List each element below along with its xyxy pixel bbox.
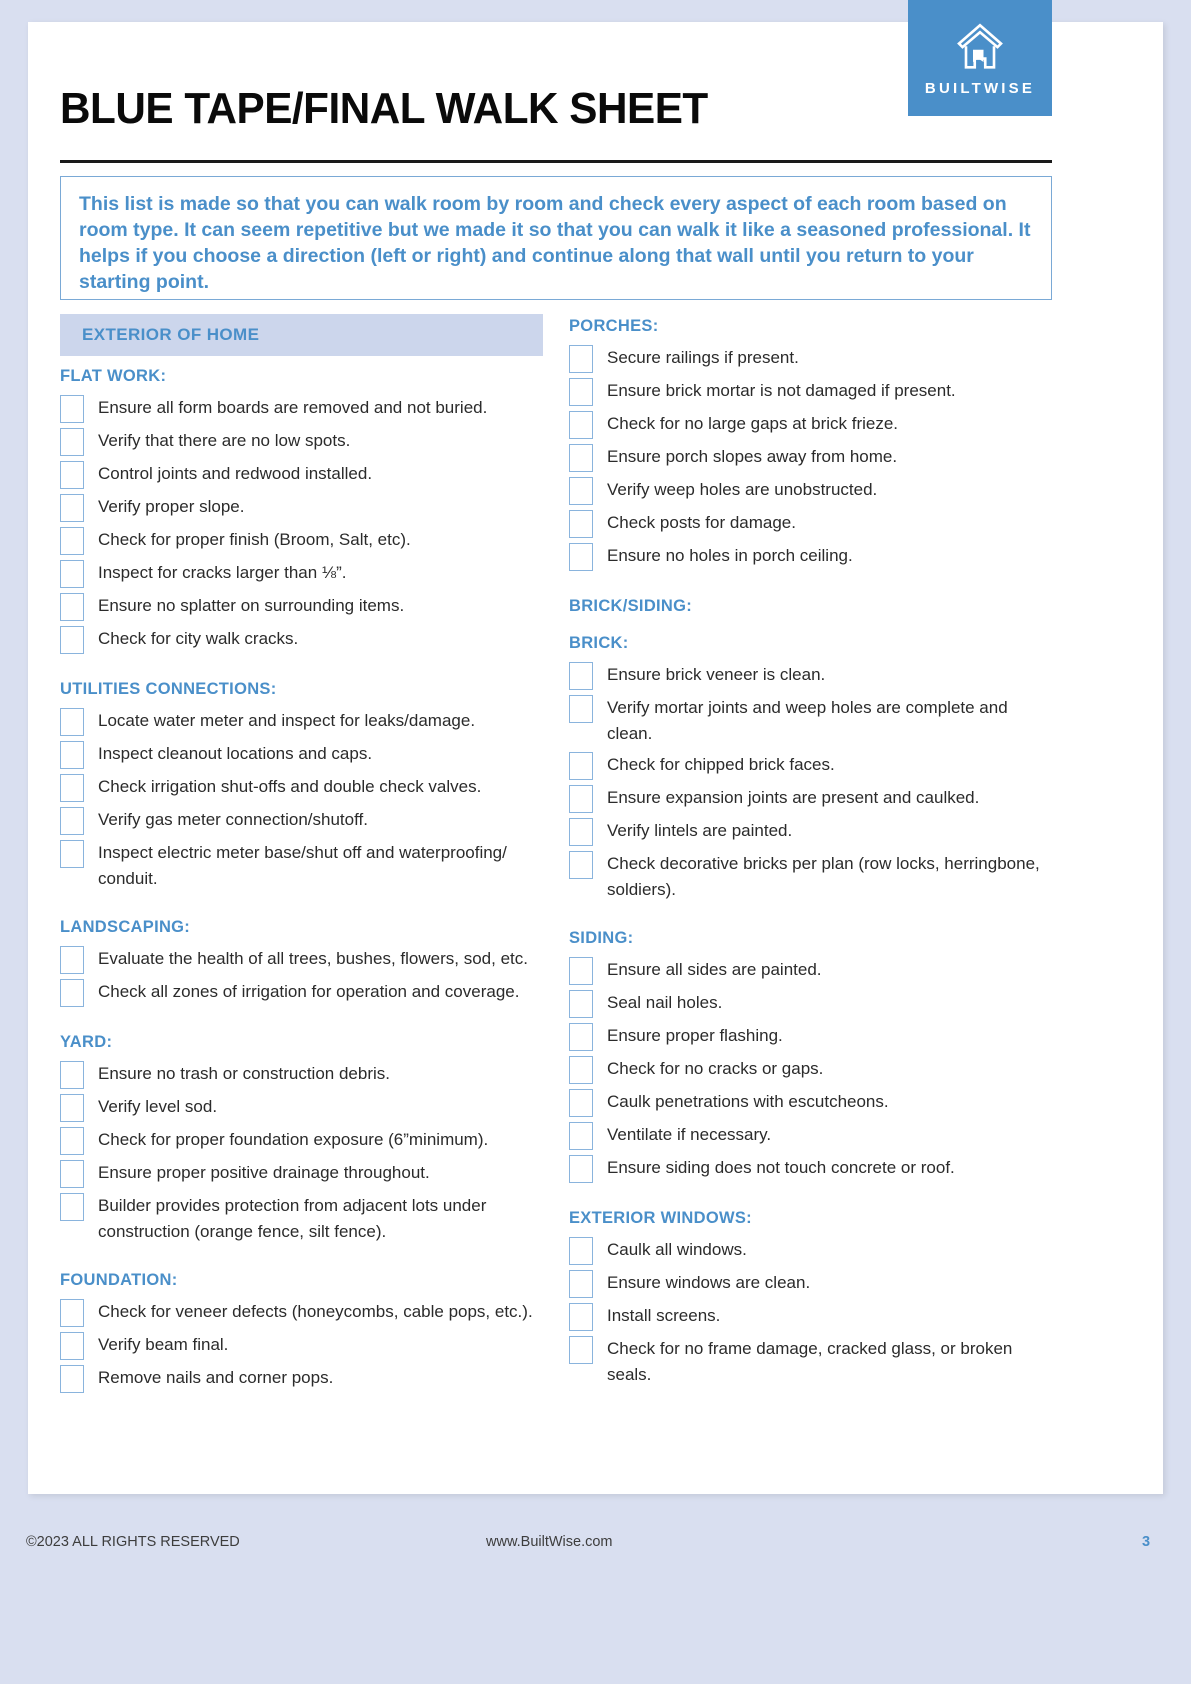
empty-checkbox-icon[interactable]: [60, 527, 84, 555]
checklist-item[interactable]: [569, 1302, 1052, 1331]
checklist-item-label: Ensure proper positive drainage throughout.: [98, 1163, 430, 1182]
checklist-item[interactable]: [60, 740, 543, 769]
checklist-item[interactable]: [569, 1088, 1052, 1117]
left-groups: [60, 367, 543, 1393]
empty-checkbox-icon[interactable]: [569, 1056, 593, 1084]
checklist-item-label: Secure railings if present.: [607, 348, 799, 367]
checklist-item[interactable]: [569, 1154, 1052, 1183]
checklist-item[interactable]: [60, 1364, 543, 1393]
checklist-item[interactable]: [60, 773, 543, 802]
checklist-item[interactable]: [60, 1126, 543, 1155]
checklist-item[interactable]: [569, 751, 1052, 780]
checklist-item[interactable]: [60, 460, 543, 489]
checklist-item-label: Check decorative bricks per plan (row locks, herringbone, soldiers).: [607, 854, 1040, 899]
checklist-group-flat-work: [60, 367, 543, 654]
checklist-item[interactable]: [569, 989, 1052, 1018]
intro-text: This list is made so that you can walk room by room and check every aspect of each room based on room type. It can seem repetitive but we made it so that you can walk it like a seasoned professional. It helps if you choose a direction (left or right) and continue along that wall until you return to your starting point.: [79, 193, 1031, 293]
checklist-item-label: Locate water meter and inspect for leaks/damage.: [98, 711, 476, 730]
checklist-item-label: Inspect for cracks larger than ⅛”.: [98, 563, 347, 582]
title-divider: [60, 160, 1052, 163]
brand-logo: [908, 0, 1052, 116]
checklist-item-label: Evaluate the health of all trees, bushes, flowers, sod, etc.: [98, 949, 528, 968]
empty-checkbox-icon[interactable]: [569, 345, 593, 373]
empty-checkbox-icon[interactable]: [60, 1061, 84, 1089]
empty-checkbox-icon[interactable]: [569, 752, 593, 780]
checklist-item-label: Check for city walk cracks.: [98, 629, 299, 648]
empty-checkbox-icon[interactable]: [569, 785, 593, 813]
checklist-item[interactable]: [60, 1192, 543, 1245]
empty-checkbox-icon[interactable]: [60, 560, 84, 588]
empty-checkbox-icon[interactable]: [60, 1094, 84, 1122]
checklist-item[interactable]: [569, 1121, 1052, 1150]
empty-checkbox-icon[interactable]: [569, 662, 593, 690]
group-title-foundation: FOUNDATION:: [60, 1271, 178, 1289]
checklist-item[interactable]: [60, 1298, 543, 1327]
checklist-columns: [60, 314, 1052, 1419]
empty-checkbox-icon[interactable]: [569, 818, 593, 846]
empty-checkbox-icon[interactable]: [60, 807, 84, 835]
checklist-item[interactable]: [60, 1093, 543, 1122]
checklist-item-label: Check posts for damage.: [607, 513, 796, 532]
checklist-item-label: Remove nails and corner pops.: [98, 1368, 334, 1387]
checklist-item-label: Check for proper finish (Broom, Salt, etc).: [98, 530, 411, 549]
empty-checkbox-icon[interactable]: [569, 1089, 593, 1117]
checklist-item[interactable]: [60, 592, 543, 621]
empty-checkbox-icon[interactable]: [569, 957, 593, 985]
checklist-item[interactable]: [569, 443, 1052, 472]
checklist-item-label: Check for proper foundation exposure (6”minimum).: [98, 1130, 489, 1149]
group-title-utilities-connections: UTILITIES CONNECTIONS:: [60, 680, 277, 698]
checklist-item-label: Install screens.: [607, 1306, 721, 1325]
checklist-item[interactable]: [569, 1236, 1052, 1265]
checklist-item-label: Ensure proper flashing.: [607, 1026, 783, 1045]
checklist-item-label: Seal nail holes.: [607, 993, 723, 1012]
empty-checkbox-icon[interactable]: [569, 1237, 593, 1265]
brand-name: BUILTWISE: [924, 79, 1036, 97]
checklist-item-label: Check for no frame damage, cracked glass, or broken seals.: [607, 1339, 1013, 1384]
checklist-item-label: Ensure brick veneer is clean.: [607, 665, 826, 684]
group-title-yard: YARD:: [60, 1033, 113, 1051]
checklist-item-label: Verify weep holes are unobstructed.: [607, 480, 878, 499]
checklist-item-label: Verify beam final.: [98, 1335, 229, 1354]
checklist-item-label: Check for no cracks or gaps.: [607, 1059, 824, 1078]
checklist-item[interactable]: [569, 1055, 1052, 1084]
checklist-item[interactable]: [60, 625, 543, 654]
checklist-item-label: Ventilate if necessary.: [607, 1125, 772, 1144]
empty-checkbox-icon[interactable]: [569, 510, 593, 538]
empty-checkbox-icon[interactable]: [60, 494, 84, 522]
house-outline-icon: [952, 20, 1008, 76]
checklist-item[interactable]: [60, 839, 543, 892]
group-title-siding: SIDING:: [569, 929, 634, 947]
checklist-item-label: Check irrigation shut-offs and double check valves.: [98, 777, 482, 796]
checklist-item[interactable]: [569, 661, 1052, 690]
checklist-item-label: Caulk penetrations with escutcheons.: [607, 1092, 889, 1111]
checklist-item[interactable]: [569, 694, 1052, 747]
empty-checkbox-icon[interactable]: [60, 428, 84, 456]
checklist-item[interactable]: [60, 707, 543, 736]
empty-checkbox-icon[interactable]: [60, 626, 84, 654]
checklist-item-label: Ensure all form boards are removed and not buried.: [98, 398, 488, 417]
checklist-item[interactable]: [569, 817, 1052, 846]
checklist-item[interactable]: [60, 394, 543, 423]
empty-checkbox-icon[interactable]: [569, 378, 593, 406]
checklist-item[interactable]: [569, 1335, 1052, 1388]
empty-checkbox-icon[interactable]: [569, 1303, 593, 1331]
footer-website: www.BuiltWise.com: [486, 1534, 613, 1550]
checklist-group-brick-siding: [569, 597, 1052, 616]
group-title-brick: BRICK:: [569, 634, 629, 652]
checklist-item[interactable]: [60, 1331, 543, 1360]
checklist-item[interactable]: [60, 493, 543, 522]
empty-checkbox-icon[interactable]: [569, 1023, 593, 1051]
group-title-flat-work: FLAT WORK:: [60, 367, 167, 385]
checklist-item-label: Ensure no holes in porch ceiling.: [607, 546, 853, 565]
group-title-brick-siding: BRICK/SIDING:: [569, 597, 693, 615]
empty-checkbox-icon[interactable]: [569, 1336, 593, 1364]
checklist-item-label: Verify gas meter connection/shutoff.: [98, 810, 368, 829]
empty-checkbox-icon[interactable]: [569, 543, 593, 571]
checklist-item-label: Ensure expansion joints are present and caulked.: [607, 788, 980, 807]
checklist-item-label: Verify lintels are painted.: [607, 821, 793, 840]
checklist-item-label: Verify proper slope.: [98, 497, 245, 516]
checklist-item-label: Builder provides protection from adjacent lots under construction (orange fence, silt fence).: [98, 1196, 487, 1241]
checklist-item-label: Caulk all windows.: [607, 1240, 747, 1259]
group-title-landscaping: LANDSCAPING:: [60, 918, 191, 936]
empty-checkbox-icon[interactable]: [60, 774, 84, 802]
checklist-item[interactable]: [60, 1159, 543, 1188]
checklist-item[interactable]: [60, 526, 543, 555]
checklist-item[interactable]: [569, 410, 1052, 439]
empty-checkbox-icon[interactable]: [60, 979, 84, 1007]
left-column: [60, 314, 543, 1419]
empty-checkbox-icon[interactable]: [569, 1270, 593, 1298]
empty-checkbox-icon[interactable]: [60, 395, 84, 423]
intro-callout: [60, 176, 1052, 300]
checklist-item-label: Ensure siding does not touch concrete or roof.: [607, 1158, 955, 1177]
checklist-item-label: Control joints and redwood installed.: [98, 464, 373, 483]
checklist-item[interactable]: [569, 542, 1052, 571]
group-title-porches: PORCHES:: [569, 317, 659, 335]
empty-checkbox-icon[interactable]: [60, 461, 84, 489]
checklist-item-label: Ensure windows are clean.: [607, 1273, 811, 1292]
checklist-group-brick: [569, 634, 1052, 903]
checklist-group-exterior-windows: [569, 1209, 1052, 1388]
checklist-group-utilities-connections: [60, 680, 543, 892]
checklist-item[interactable]: [60, 427, 543, 456]
checklist-group-porches: [569, 317, 1052, 571]
empty-checkbox-icon[interactable]: [60, 1193, 84, 1221]
checklist-group-foundation: [60, 1271, 543, 1393]
checklist-item-label: Ensure no splatter on surrounding items.: [98, 596, 405, 615]
empty-checkbox-icon[interactable]: [60, 593, 84, 621]
page-title: BLUE TAPE/FINAL WALK SHEET: [60, 84, 708, 133]
checklist-item-label: Check for no large gaps at brick frieze.: [607, 414, 899, 433]
empty-checkbox-icon[interactable]: [569, 411, 593, 439]
checklist-item[interactable]: [569, 377, 1052, 406]
section-banner-exterior-of-home: EXTERIOR OF HOME: [60, 314, 543, 356]
checklist-item[interactable]: [60, 1060, 543, 1089]
checklist-item[interactable]: [60, 945, 543, 974]
empty-checkbox-icon[interactable]: [569, 444, 593, 472]
empty-checkbox-icon[interactable]: [60, 1332, 84, 1360]
checklist-group-siding: [569, 929, 1052, 1183]
checklist-item-label: Inspect cleanout locations and caps.: [98, 744, 373, 763]
checklist-group-landscaping: [60, 918, 543, 1007]
checklist-item-label: Inspect electric meter base/shut off and waterproofing/ conduit.: [98, 843, 507, 888]
checklist-item[interactable]: [569, 956, 1052, 985]
group-title-exterior-windows: EXTERIOR WINDOWS:: [569, 1209, 752, 1227]
empty-checkbox-icon[interactable]: [60, 946, 84, 974]
checklist-item-label: Ensure all sides are painted.: [607, 960, 822, 979]
empty-checkbox-icon[interactable]: [60, 1299, 84, 1327]
checklist-item-label: Verify mortar joints and weep holes are complete and clean.: [607, 698, 1008, 743]
empty-checkbox-icon[interactable]: [569, 1155, 593, 1183]
checklist-item-label: Check for chipped brick faces.: [607, 755, 835, 774]
checklist-item-label: Verify level sod.: [98, 1097, 218, 1116]
empty-checkbox-icon[interactable]: [569, 990, 593, 1018]
checklist-item-label: Check all zones of irrigation for operation and coverage.: [98, 982, 520, 1001]
checklist-item[interactable]: [60, 559, 543, 588]
checklist-item[interactable]: [569, 1269, 1052, 1298]
right-groups: [569, 317, 1052, 1388]
footer-copyright: ©2023 ALL RIGHTS RESERVED: [26, 1534, 240, 1550]
empty-checkbox-icon[interactable]: [569, 695, 593, 723]
empty-checkbox-icon[interactable]: [60, 1365, 84, 1393]
empty-checkbox-icon[interactable]: [60, 1127, 84, 1155]
empty-checkbox-icon[interactable]: [569, 477, 593, 505]
empty-checkbox-icon[interactable]: [569, 1122, 593, 1150]
empty-checkbox-icon[interactable]: [569, 851, 593, 879]
empty-checkbox-icon[interactable]: [60, 1160, 84, 1188]
checklist-item[interactable]: [569, 784, 1052, 813]
checklist-item[interactable]: [60, 978, 543, 1007]
footer-page-number: 3: [1142, 1534, 1151, 1550]
checklist-item-label: Ensure no trash or construction debris.: [98, 1064, 390, 1083]
checklist-item[interactable]: [569, 850, 1052, 903]
checklist-item-label: Check for veneer defects (honeycombs, cable pops, etc.).: [98, 1302, 533, 1321]
page-footer: [0, 1522, 1191, 1562]
empty-checkbox-icon[interactable]: [60, 741, 84, 769]
checklist-item[interactable]: [60, 806, 543, 835]
right-column: [569, 314, 1052, 1419]
empty-checkbox-icon[interactable]: [60, 840, 84, 868]
checklist-item-label: Ensure brick mortar is not damaged if present.: [607, 381, 956, 400]
checklist-item-label: Ensure porch slopes away from home.: [607, 447, 898, 466]
checklist-item[interactable]: [569, 509, 1052, 538]
checklist-group-yard: [60, 1033, 543, 1245]
checklist-item[interactable]: [569, 476, 1052, 505]
checklist-item[interactable]: [569, 344, 1052, 373]
empty-checkbox-icon[interactable]: [60, 708, 84, 736]
checklist-item-label: Verify that there are no low spots.: [98, 431, 351, 450]
checklist-item[interactable]: [569, 1022, 1052, 1051]
